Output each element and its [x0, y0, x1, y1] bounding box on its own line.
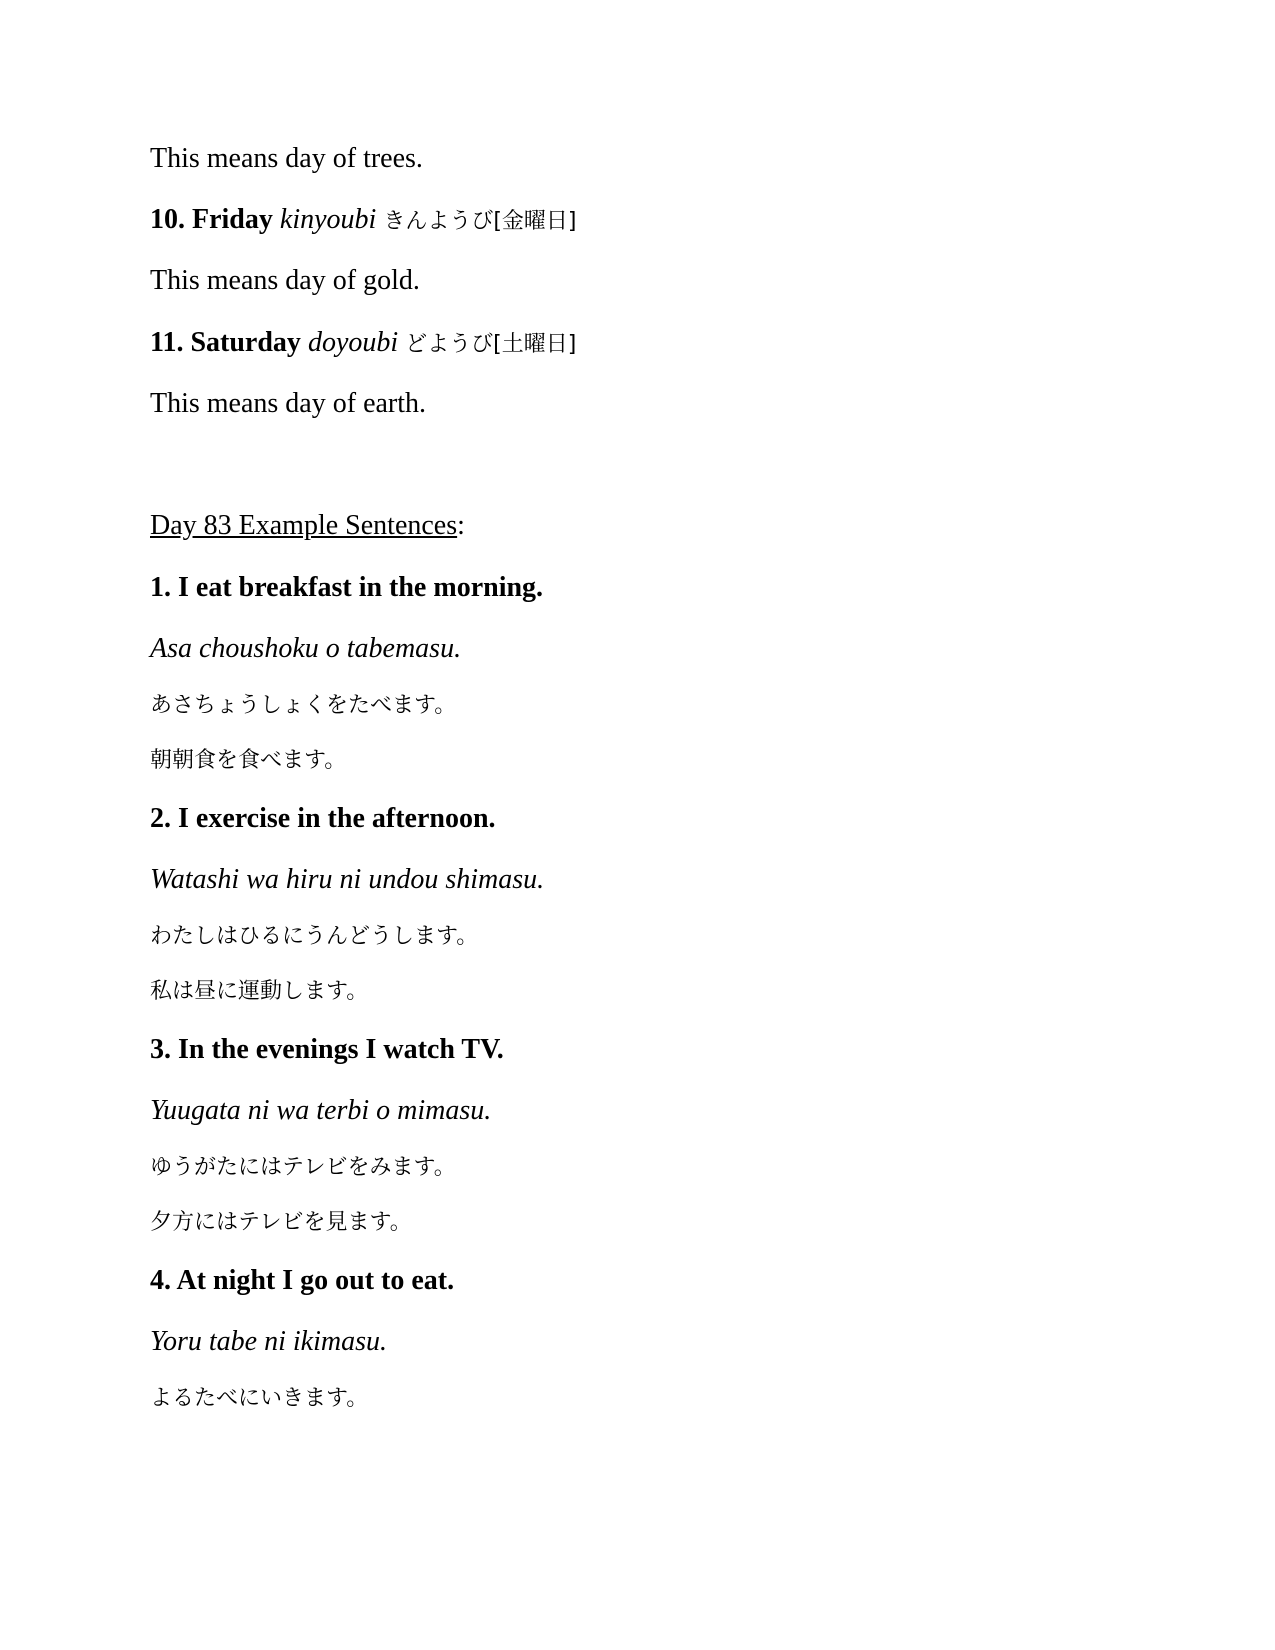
- section-colon: :: [457, 510, 465, 541]
- saturday-romaji: doyoubi: [307, 327, 399, 358]
- friday-romaji: kinyoubi: [279, 204, 377, 235]
- saturday-entry: [150, 325, 576, 363]
- example-3-kana: ゆうがたにはテレビをみます。: [150, 1155, 456, 1180]
- saturday-kana: どようび: [405, 332, 494, 357]
- example-1-kana: あさちょうしょくをたべます。: [150, 693, 457, 718]
- section-title: Day 83 Example Sentences: [150, 510, 458, 541]
- meaning-thursday: This means day of trees.: [150, 143, 423, 174]
- example-3-english: 3. In the evenings I watch TV.: [150, 1034, 504, 1065]
- example-2-romaji: Watashi wa hiru ni undou shimasu.: [150, 864, 545, 895]
- example-4-english: 4. At night I go out to eat.: [150, 1265, 455, 1296]
- example-3-kanji: 夕方にはテレビを見ます。: [150, 1210, 412, 1235]
- saturday-kanji: [土曜日]: [493, 332, 577, 357]
- saturday-label: 11. Saturday: [150, 327, 301, 358]
- friday-entry: [150, 202, 577, 240]
- friday-kanji: [金曜日]: [493, 209, 577, 234]
- example-4-kana: よるたべにいきます。: [150, 1386, 369, 1411]
- example-3-romaji: Yuugata ni wa terbi o mimasu.: [150, 1095, 492, 1126]
- friday-kana: きんようび: [383, 209, 494, 234]
- example-2-kana: わたしはひるにうんどうします。: [150, 924, 479, 949]
- example-1-kanji: 朝朝食を食べます。: [150, 748, 347, 773]
- example-2-english: 2. I exercise in the afternoon.: [150, 803, 496, 834]
- example-1-english: 1. I eat breakfast in the morning.: [150, 572, 544, 603]
- section-heading: [150, 508, 465, 544]
- friday-label: 10. Friday: [150, 204, 273, 235]
- meaning-saturday: This means day of earth.: [150, 388, 427, 419]
- example-1-romaji: Asa choushoku o tabemasu.: [150, 633, 462, 664]
- example-4-romaji: Yoru tabe ni ikimasu.: [150, 1326, 387, 1357]
- meaning-friday: This means day of gold.: [150, 265, 420, 296]
- example-2-kanji: 私は昼に運動します。: [150, 979, 369, 1004]
